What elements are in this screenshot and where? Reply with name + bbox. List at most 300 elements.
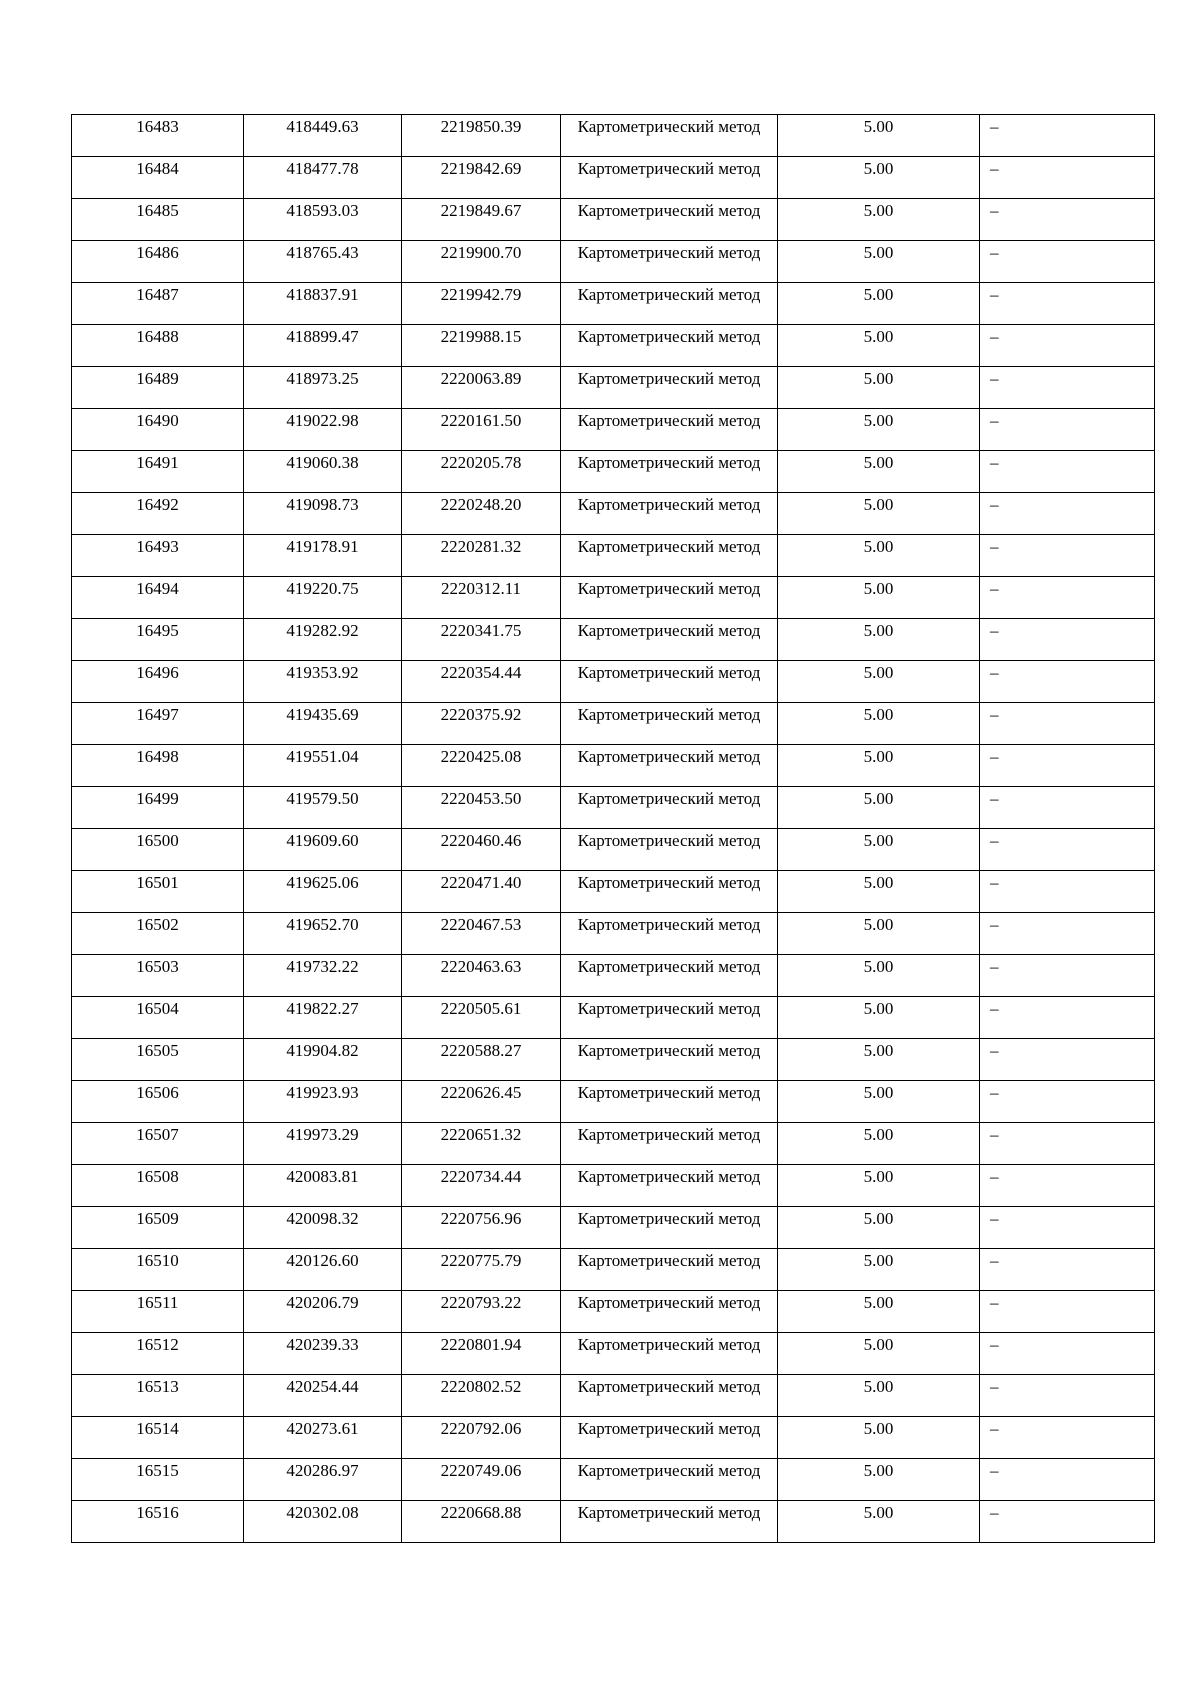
- table-row: [72, 955, 1155, 997]
- method-cell: [561, 913, 778, 955]
- accuracy-cell: [778, 493, 980, 535]
- x-coordinate-cell-text: 419098.73: [286, 495, 359, 514]
- point-number-cell-text: 16484: [136, 159, 179, 178]
- x-coordinate-cell: [244, 157, 402, 199]
- method-cell-text: Картометрический метод: [577, 1293, 761, 1312]
- note-cell: [980, 1417, 1155, 1459]
- method-cell-text: Картометрический метод: [577, 957, 761, 976]
- x-coordinate-cell: [244, 661, 402, 703]
- method-cell-text: Картометрический метод: [577, 537, 761, 556]
- method-cell: [561, 1081, 778, 1123]
- point-number-cell: [72, 283, 244, 325]
- note-cell: [980, 829, 1155, 871]
- note-cell: [980, 115, 1155, 157]
- y-coordinate-cell-text: 2219850.39: [440, 117, 522, 136]
- table-row: [72, 535, 1155, 577]
- accuracy-cell-text: 5.00: [863, 957, 894, 976]
- x-coordinate-cell: [244, 1039, 402, 1081]
- x-coordinate-cell-text: 419435.69: [286, 705, 359, 724]
- table-row: [72, 1123, 1155, 1165]
- note-cell: [980, 241, 1155, 283]
- method-cell: [561, 1417, 778, 1459]
- point-number-cell: [72, 997, 244, 1039]
- x-coordinate-cell-text: 419822.27: [286, 999, 359, 1018]
- y-coordinate-cell: [402, 997, 561, 1039]
- method-cell: [561, 1165, 778, 1207]
- accuracy-cell: [778, 1333, 980, 1375]
- method-cell: [561, 619, 778, 661]
- note-cell-text: –: [990, 411, 999, 430]
- note-cell: [980, 703, 1155, 745]
- y-coordinate-cell: [402, 1417, 561, 1459]
- method-cell: [561, 157, 778, 199]
- note-cell: [980, 745, 1155, 787]
- note-cell: [980, 1501, 1155, 1543]
- point-number-cell: [72, 787, 244, 829]
- accuracy-cell: [778, 1375, 980, 1417]
- accuracy-cell-text: 5.00: [863, 579, 894, 598]
- accuracy-cell: [778, 703, 980, 745]
- accuracy-cell-text: 5.00: [863, 243, 894, 262]
- table-row: [72, 1459, 1155, 1501]
- accuracy-cell-text: 5.00: [863, 1041, 894, 1060]
- note-cell-text: –: [990, 747, 999, 766]
- point-number-cell: [72, 1333, 244, 1375]
- accuracy-cell: [778, 451, 980, 493]
- note-cell: [980, 1207, 1155, 1249]
- y-coordinate-cell-text: 2220756.96: [440, 1209, 522, 1228]
- x-coordinate-cell: [244, 241, 402, 283]
- x-coordinate-cell: [244, 619, 402, 661]
- method-cell-text: Картометрический метод: [577, 1377, 761, 1396]
- accuracy-cell-text: 5.00: [863, 621, 894, 640]
- point-number-cell: [72, 1207, 244, 1249]
- point-number-cell-text: 16502: [136, 915, 179, 934]
- point-number-cell-text: 16516: [136, 1503, 179, 1522]
- accuracy-cell-text: 5.00: [863, 537, 894, 556]
- method-cell-text: Картометрический метод: [577, 621, 761, 640]
- x-coordinate-cell-text: 420239.33: [286, 1335, 359, 1354]
- x-coordinate-cell-text: 419904.82: [286, 1041, 359, 1060]
- y-coordinate-cell: [402, 1333, 561, 1375]
- point-number-cell: [72, 745, 244, 787]
- accuracy-cell: [778, 535, 980, 577]
- accuracy-cell-text: 5.00: [863, 285, 894, 304]
- y-coordinate-cell-text: 2219849.67: [440, 201, 522, 220]
- note-cell: [980, 283, 1155, 325]
- y-coordinate-cell: [402, 493, 561, 535]
- accuracy-cell-text: 5.00: [863, 1503, 894, 1522]
- accuracy-cell: [778, 1207, 980, 1249]
- accuracy-cell: [778, 913, 980, 955]
- method-cell-text: Картометрический метод: [577, 1461, 761, 1480]
- method-cell: [561, 871, 778, 913]
- x-coordinate-cell: [244, 493, 402, 535]
- table-row: [72, 577, 1155, 619]
- method-cell-text: Картометрический метод: [577, 705, 761, 724]
- accuracy-cell: [778, 955, 980, 997]
- note-cell: [980, 1249, 1155, 1291]
- y-coordinate-cell-text: 2220802.52: [440, 1377, 522, 1396]
- note-cell-text: –: [990, 705, 999, 724]
- method-cell: [561, 451, 778, 493]
- table-row: [72, 409, 1155, 451]
- note-cell-text: –: [990, 117, 999, 136]
- accuracy-cell: [778, 871, 980, 913]
- y-coordinate-cell-text: 2219842.69: [440, 159, 522, 178]
- x-coordinate-cell: [244, 1249, 402, 1291]
- x-coordinate-cell: [244, 1165, 402, 1207]
- y-coordinate-cell-text: 2220205.78: [440, 453, 522, 472]
- x-coordinate-cell: [244, 283, 402, 325]
- method-cell-text: Картометрический метод: [577, 1335, 761, 1354]
- point-number-cell: [72, 661, 244, 703]
- method-cell: [561, 745, 778, 787]
- point-number-cell: [72, 115, 244, 157]
- y-coordinate-cell: [402, 367, 561, 409]
- y-coordinate-cell-text: 2220505.61: [440, 999, 522, 1018]
- point-number-cell-text: 16506: [136, 1083, 179, 1102]
- x-coordinate-cell-text: 419923.93: [286, 1083, 359, 1102]
- point-number-cell-text: 16504: [136, 999, 179, 1018]
- y-coordinate-cell-text: 2220063.89: [440, 369, 522, 388]
- accuracy-cell: [778, 367, 980, 409]
- point-number-cell-text: 16496: [136, 663, 179, 682]
- x-coordinate-cell: [244, 115, 402, 157]
- x-coordinate-cell: [244, 871, 402, 913]
- point-number-cell: [72, 325, 244, 367]
- x-coordinate-cell: [244, 913, 402, 955]
- method-cell-text: Картометрический метод: [577, 369, 761, 388]
- point-number-cell-text: 16497: [136, 705, 179, 724]
- note-cell-text: –: [990, 1125, 999, 1144]
- method-cell-text: Картометрический метод: [577, 453, 761, 472]
- note-cell-text: –: [990, 159, 999, 178]
- y-coordinate-cell: [402, 157, 561, 199]
- x-coordinate-cell-text: 419353.92: [286, 663, 359, 682]
- accuracy-cell-text: 5.00: [863, 747, 894, 766]
- x-coordinate-cell: [244, 1081, 402, 1123]
- point-number-cell-text: 16512: [136, 1335, 179, 1354]
- accuracy-cell-text: 5.00: [863, 1083, 894, 1102]
- accuracy-cell: [778, 1123, 980, 1165]
- point-number-cell-text: 16483: [136, 117, 179, 136]
- method-cell: [561, 199, 778, 241]
- method-cell-text: Картометрический метод: [577, 1209, 761, 1228]
- note-cell: [980, 409, 1155, 451]
- accuracy-cell-text: 5.00: [863, 1125, 894, 1144]
- x-coordinate-cell-text: 419973.29: [286, 1125, 359, 1144]
- y-coordinate-cell: [402, 115, 561, 157]
- method-cell: [561, 535, 778, 577]
- accuracy-cell-text: 5.00: [863, 369, 894, 388]
- method-cell: [561, 1375, 778, 1417]
- note-cell-text: –: [990, 537, 999, 556]
- note-cell-text: –: [990, 999, 999, 1018]
- point-number-cell: [72, 1123, 244, 1165]
- y-coordinate-cell: [402, 325, 561, 367]
- method-cell: [561, 1123, 778, 1165]
- note-cell: [980, 955, 1155, 997]
- point-number-cell-text: 16491: [136, 453, 179, 472]
- note-cell: [980, 1291, 1155, 1333]
- accuracy-cell: [778, 787, 980, 829]
- accuracy-cell-text: 5.00: [863, 663, 894, 682]
- table-row: [72, 157, 1155, 199]
- y-coordinate-cell-text: 2220460.46: [440, 831, 522, 850]
- table-row: [72, 1417, 1155, 1459]
- point-number-cell-text: 16492: [136, 495, 179, 514]
- method-cell: [561, 661, 778, 703]
- note-cell: [980, 871, 1155, 913]
- note-cell-text: –: [990, 621, 999, 640]
- method-cell-text: Картометрический метод: [577, 999, 761, 1018]
- x-coordinate-cell-text: 418449.63: [286, 117, 359, 136]
- note-cell-text: –: [990, 831, 999, 850]
- point-number-cell-text: 16501: [136, 873, 179, 892]
- table-row: [72, 829, 1155, 871]
- accuracy-cell: [778, 577, 980, 619]
- y-coordinate-cell: [402, 1039, 561, 1081]
- method-cell-text: Картометрический метод: [577, 1419, 761, 1438]
- method-cell: [561, 997, 778, 1039]
- note-cell: [980, 535, 1155, 577]
- coordinates-table-body: [72, 115, 1155, 1543]
- accuracy-cell-text: 5.00: [863, 789, 894, 808]
- accuracy-cell-text: 5.00: [863, 873, 894, 892]
- x-coordinate-cell: [244, 1417, 402, 1459]
- table-row: [72, 703, 1155, 745]
- x-coordinate-cell: [244, 1501, 402, 1543]
- accuracy-cell-text: 5.00: [863, 915, 894, 934]
- method-cell: [561, 1207, 778, 1249]
- coordinates-table: [71, 114, 1155, 1543]
- point-number-cell: [72, 913, 244, 955]
- table-row: [72, 913, 1155, 955]
- note-cell-text: –: [990, 453, 999, 472]
- x-coordinate-cell: [244, 1123, 402, 1165]
- y-coordinate-cell: [402, 577, 561, 619]
- accuracy-cell: [778, 1081, 980, 1123]
- method-cell: [561, 1501, 778, 1543]
- point-number-cell-text: 16514: [136, 1419, 179, 1438]
- table-row: [72, 1249, 1155, 1291]
- table-row: [72, 787, 1155, 829]
- x-coordinate-cell-text: 419282.92: [286, 621, 359, 640]
- accuracy-cell-text: 5.00: [863, 1377, 894, 1396]
- x-coordinate-cell: [244, 955, 402, 997]
- accuracy-cell-text: 5.00: [863, 201, 894, 220]
- method-cell-text: Картометрический метод: [577, 1083, 761, 1102]
- accuracy-cell: [778, 1249, 980, 1291]
- point-number-cell: [72, 1039, 244, 1081]
- point-number-cell-text: 16499: [136, 789, 179, 808]
- table-row: [72, 1501, 1155, 1543]
- x-coordinate-cell: [244, 1459, 402, 1501]
- method-cell-text: Картометрический метод: [577, 1125, 761, 1144]
- point-number-cell: [72, 1501, 244, 1543]
- note-cell: [980, 157, 1155, 199]
- y-coordinate-cell: [402, 1291, 561, 1333]
- y-coordinate-cell-text: 2220467.53: [440, 915, 522, 934]
- point-number-cell-text: 16488: [136, 327, 179, 346]
- note-cell-text: –: [990, 1251, 999, 1270]
- y-coordinate-cell: [402, 535, 561, 577]
- note-cell-text: –: [990, 201, 999, 220]
- x-coordinate-cell-text: 420206.79: [286, 1293, 359, 1312]
- point-number-cell-text: 16489: [136, 369, 179, 388]
- accuracy-cell-text: 5.00: [863, 159, 894, 178]
- point-number-cell: [72, 871, 244, 913]
- y-coordinate-cell: [402, 241, 561, 283]
- y-coordinate-cell-text: 2219900.70: [440, 243, 522, 262]
- accuracy-cell: [778, 157, 980, 199]
- method-cell-text: Картометрический метод: [577, 873, 761, 892]
- point-number-cell-text: 16486: [136, 243, 179, 262]
- table-row: [72, 1291, 1155, 1333]
- method-cell-text: Картометрический метод: [577, 327, 761, 346]
- accuracy-cell-text: 5.00: [863, 1419, 894, 1438]
- point-number-cell-text: 16513: [136, 1377, 179, 1396]
- accuracy-cell-text: 5.00: [863, 411, 894, 430]
- y-coordinate-cell-text: 2220734.44: [440, 1167, 522, 1186]
- point-number-cell: [72, 1081, 244, 1123]
- note-cell-text: –: [990, 1503, 999, 1522]
- note-cell-text: –: [990, 1041, 999, 1060]
- x-coordinate-cell: [244, 829, 402, 871]
- x-coordinate-cell-text: 420254.44: [286, 1377, 359, 1396]
- y-coordinate-cell-text: 2220463.63: [440, 957, 522, 976]
- y-coordinate-cell: [402, 199, 561, 241]
- point-number-cell: [72, 703, 244, 745]
- x-coordinate-cell-text: 418765.43: [286, 243, 359, 262]
- accuracy-cell-text: 5.00: [863, 705, 894, 724]
- accuracy-cell: [778, 1501, 980, 1543]
- note-cell: [980, 199, 1155, 241]
- x-coordinate-cell: [244, 409, 402, 451]
- accuracy-cell: [778, 1039, 980, 1081]
- note-cell: [980, 451, 1155, 493]
- method-cell-text: Картометрический метод: [577, 117, 761, 136]
- y-coordinate-cell-text: 2220161.50: [440, 411, 522, 430]
- point-number-cell: [72, 619, 244, 661]
- accuracy-cell-text: 5.00: [863, 999, 894, 1018]
- point-number-cell: [72, 535, 244, 577]
- method-cell-text: Картометрический метод: [577, 243, 761, 262]
- x-coordinate-cell-text: 418899.47: [286, 327, 359, 346]
- point-number-cell-text: 16490: [136, 411, 179, 430]
- table-row: [72, 199, 1155, 241]
- point-number-cell: [72, 199, 244, 241]
- note-cell-text: –: [990, 285, 999, 304]
- accuracy-cell: [778, 661, 980, 703]
- note-cell-text: –: [990, 1209, 999, 1228]
- point-number-cell: [72, 241, 244, 283]
- note-cell: [980, 493, 1155, 535]
- method-cell: [561, 703, 778, 745]
- method-cell-text: Картометрический метод: [577, 1503, 761, 1522]
- table-row: [72, 1081, 1155, 1123]
- method-cell: [561, 1039, 778, 1081]
- note-cell-text: –: [990, 1461, 999, 1480]
- x-coordinate-cell-text: 419060.38: [286, 453, 359, 472]
- table-row: [72, 1165, 1155, 1207]
- method-cell: [561, 577, 778, 619]
- note-cell: [980, 1375, 1155, 1417]
- table-row: [72, 661, 1155, 703]
- table-row: [72, 1039, 1155, 1081]
- note-cell-text: –: [990, 1419, 999, 1438]
- method-cell: [561, 1333, 778, 1375]
- y-coordinate-cell-text: 2220749.06: [440, 1461, 522, 1480]
- table-row: [72, 745, 1155, 787]
- note-cell: [980, 1039, 1155, 1081]
- note-cell: [980, 1459, 1155, 1501]
- accuracy-cell: [778, 997, 980, 1039]
- x-coordinate-cell-text: 419220.75: [286, 579, 359, 598]
- accuracy-cell: [778, 283, 980, 325]
- y-coordinate-cell-text: 2220792.06: [440, 1419, 522, 1438]
- y-coordinate-cell: [402, 1207, 561, 1249]
- method-cell: [561, 283, 778, 325]
- note-cell: [980, 619, 1155, 661]
- method-cell: [561, 829, 778, 871]
- y-coordinate-cell: [402, 283, 561, 325]
- point-number-cell-text: 16503: [136, 957, 179, 976]
- y-coordinate-cell: [402, 1375, 561, 1417]
- x-coordinate-cell: [244, 1291, 402, 1333]
- note-cell-text: –: [990, 243, 999, 262]
- method-cell-text: Картометрический метод: [577, 789, 761, 808]
- note-cell-text: –: [990, 495, 999, 514]
- note-cell-text: –: [990, 957, 999, 976]
- note-cell-text: –: [990, 1377, 999, 1396]
- y-coordinate-cell: [402, 1501, 561, 1543]
- point-number-cell-text: 16494: [136, 579, 179, 598]
- method-cell: [561, 115, 778, 157]
- method-cell: [561, 955, 778, 997]
- note-cell: [980, 577, 1155, 619]
- table-row: [72, 997, 1155, 1039]
- note-cell-text: –: [990, 789, 999, 808]
- note-cell-text: –: [990, 873, 999, 892]
- table-row: [72, 1333, 1155, 1375]
- x-coordinate-cell-text: 419579.50: [286, 789, 359, 808]
- method-cell: [561, 409, 778, 451]
- x-coordinate-cell-text: 419625.06: [286, 873, 359, 892]
- point-number-cell: [72, 493, 244, 535]
- method-cell: [561, 1291, 778, 1333]
- method-cell: [561, 1249, 778, 1291]
- note-cell-text: –: [990, 579, 999, 598]
- point-number-cell-text: 16505: [136, 1041, 179, 1060]
- note-cell: [980, 661, 1155, 703]
- y-coordinate-cell: [402, 1459, 561, 1501]
- accuracy-cell-text: 5.00: [863, 1167, 894, 1186]
- note-cell: [980, 367, 1155, 409]
- point-number-cell-text: 16495: [136, 621, 179, 640]
- method-cell-text: Картометрический метод: [577, 831, 761, 850]
- y-coordinate-cell: [402, 409, 561, 451]
- x-coordinate-cell: [244, 1333, 402, 1375]
- x-coordinate-cell-text: 418477.78: [286, 159, 359, 178]
- accuracy-cell: [778, 745, 980, 787]
- note-cell: [980, 1165, 1155, 1207]
- method-cell: [561, 367, 778, 409]
- accuracy-cell: [778, 619, 980, 661]
- method-cell-text: Картометрический метод: [577, 411, 761, 430]
- note-cell-text: –: [990, 327, 999, 346]
